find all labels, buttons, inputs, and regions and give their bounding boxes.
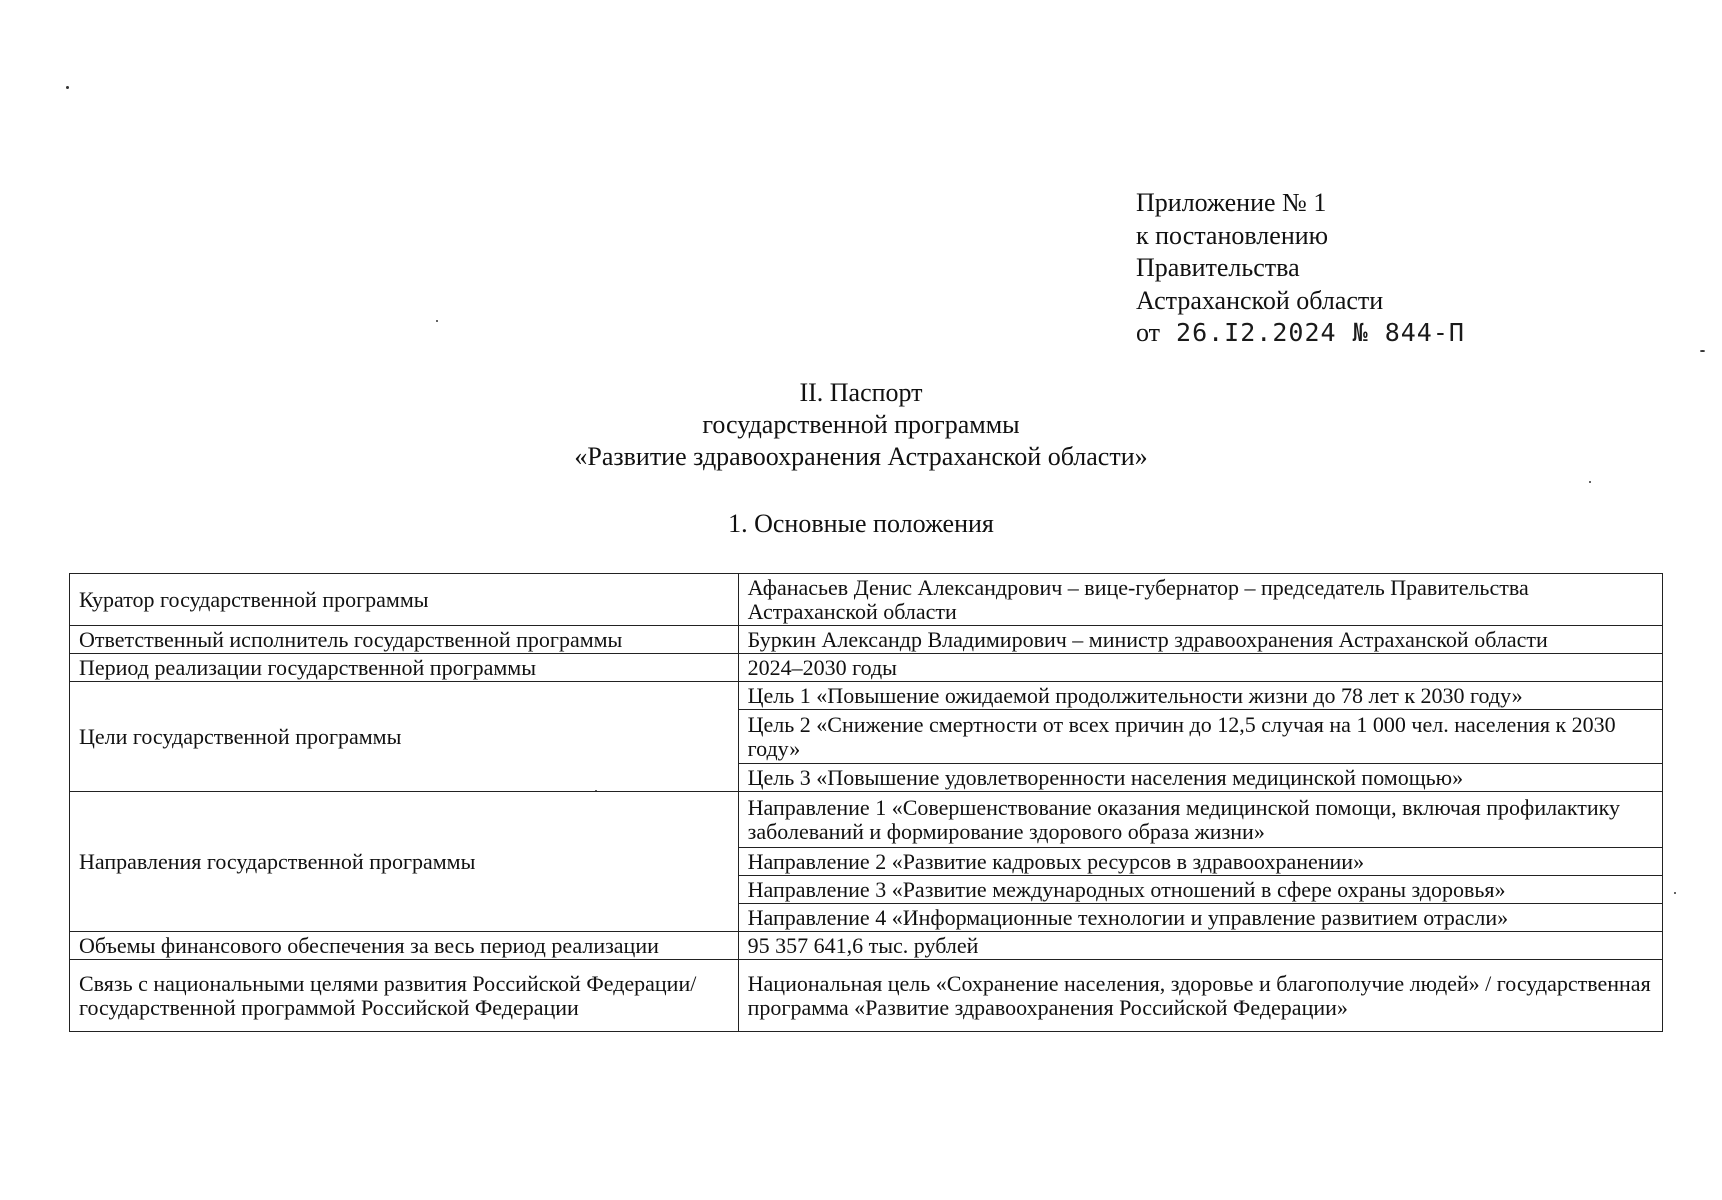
scan-speck xyxy=(436,320,438,322)
table-row-period xyxy=(70,654,1663,682)
national-link-value: Национальная цель «Сохранение населения, здоровье и благополучие людей» / государственная программа «Развитие здравоохранения Российской Федерации» xyxy=(738,960,1662,1032)
passport-table xyxy=(69,573,1663,1032)
appendix-line-1: Приложение № 1 xyxy=(1136,188,1327,217)
table-row-national-link xyxy=(70,960,1663,1032)
scan-speck xyxy=(1589,481,1591,483)
appendix-line-4: Астраханской области xyxy=(1136,285,1384,315)
table-row-goal-1 xyxy=(70,682,1663,710)
goals-label: Цели государственной программы xyxy=(70,682,739,792)
table-row-executor xyxy=(70,626,1663,654)
goal-item: Цель 1 «Повышение ожидаемой продолжительности жизни до 78 лет к 2030 году» xyxy=(738,682,1662,710)
executor-value: Буркин Александр Владимирович – министр здравоохранения Астраханской области xyxy=(738,626,1662,654)
title-line-3: «Развитие здравоохранения Астраханской области» xyxy=(574,442,1148,471)
funding-value: 95 357 641,6 тыс. рублей xyxy=(738,932,1662,960)
appendix-date-line xyxy=(1136,317,1465,350)
appendix-block xyxy=(1136,187,1465,350)
direction-item: Направление 3 «Развитие международных отношений в сфере охраны здоровья» xyxy=(738,876,1662,904)
title-line-1: II. Паспорт xyxy=(799,378,923,407)
national-link-label: Связь с национальными целями развития Российской Федерации/ государственной программой Российской Федерации xyxy=(70,960,739,1032)
executor-label: Ответственный исполнитель государственной программы xyxy=(70,626,739,654)
title-line-2: государственной программы xyxy=(702,410,1020,439)
funding-label: Объемы финансового обеспечения за весь период реализации xyxy=(70,932,739,960)
curator-value: Афанасьев Денис Александрович – вице-губернатор – председатель Правительства Астраханской области xyxy=(738,574,1662,626)
appendix-line-2: к постановлению xyxy=(1136,220,1329,250)
directions-label: Направления государственной программы xyxy=(70,792,739,932)
direction-item: Направление 2 «Развитие кадровых ресурсов в здравоохранении» xyxy=(738,848,1662,876)
table-row-direction-1 xyxy=(70,792,1663,848)
table-row-curator xyxy=(70,574,1663,626)
scan-speck xyxy=(1700,350,1705,352)
period-value: 2024–2030 годы xyxy=(738,654,1662,682)
scan-speck xyxy=(66,86,69,89)
period-label: Период реализации государственной программы xyxy=(70,654,739,682)
curator-label: Куратор государственной программы xyxy=(70,574,739,626)
date-stamp: 26.I2.2024 № 844-П xyxy=(1176,318,1465,347)
date-prefix: от xyxy=(1136,318,1161,347)
table-row-funding xyxy=(70,932,1663,960)
section-title: 1. Основные положения xyxy=(728,509,994,538)
direction-item: Направление 1 «Совершенствование оказания медицинской помощи, включая профилактику заболеваний и формирование здорового образа жизни» xyxy=(738,792,1662,848)
goal-item: Цель 3 «Повышение удовлетворенности населения медицинской помощью» xyxy=(738,764,1662,792)
appendix-line-3: Правительства xyxy=(1136,253,1300,282)
passport-title xyxy=(0,377,1722,473)
goal-item: Цель 2 «Снижение смертности от всех причин до 12,5 случая на 1 000 чел. населения к 2030 году» xyxy=(738,710,1662,764)
scan-speck xyxy=(1674,892,1676,894)
direction-item: Направление 4 «Информационные технологии и управление развитием отрасли» xyxy=(738,904,1662,932)
